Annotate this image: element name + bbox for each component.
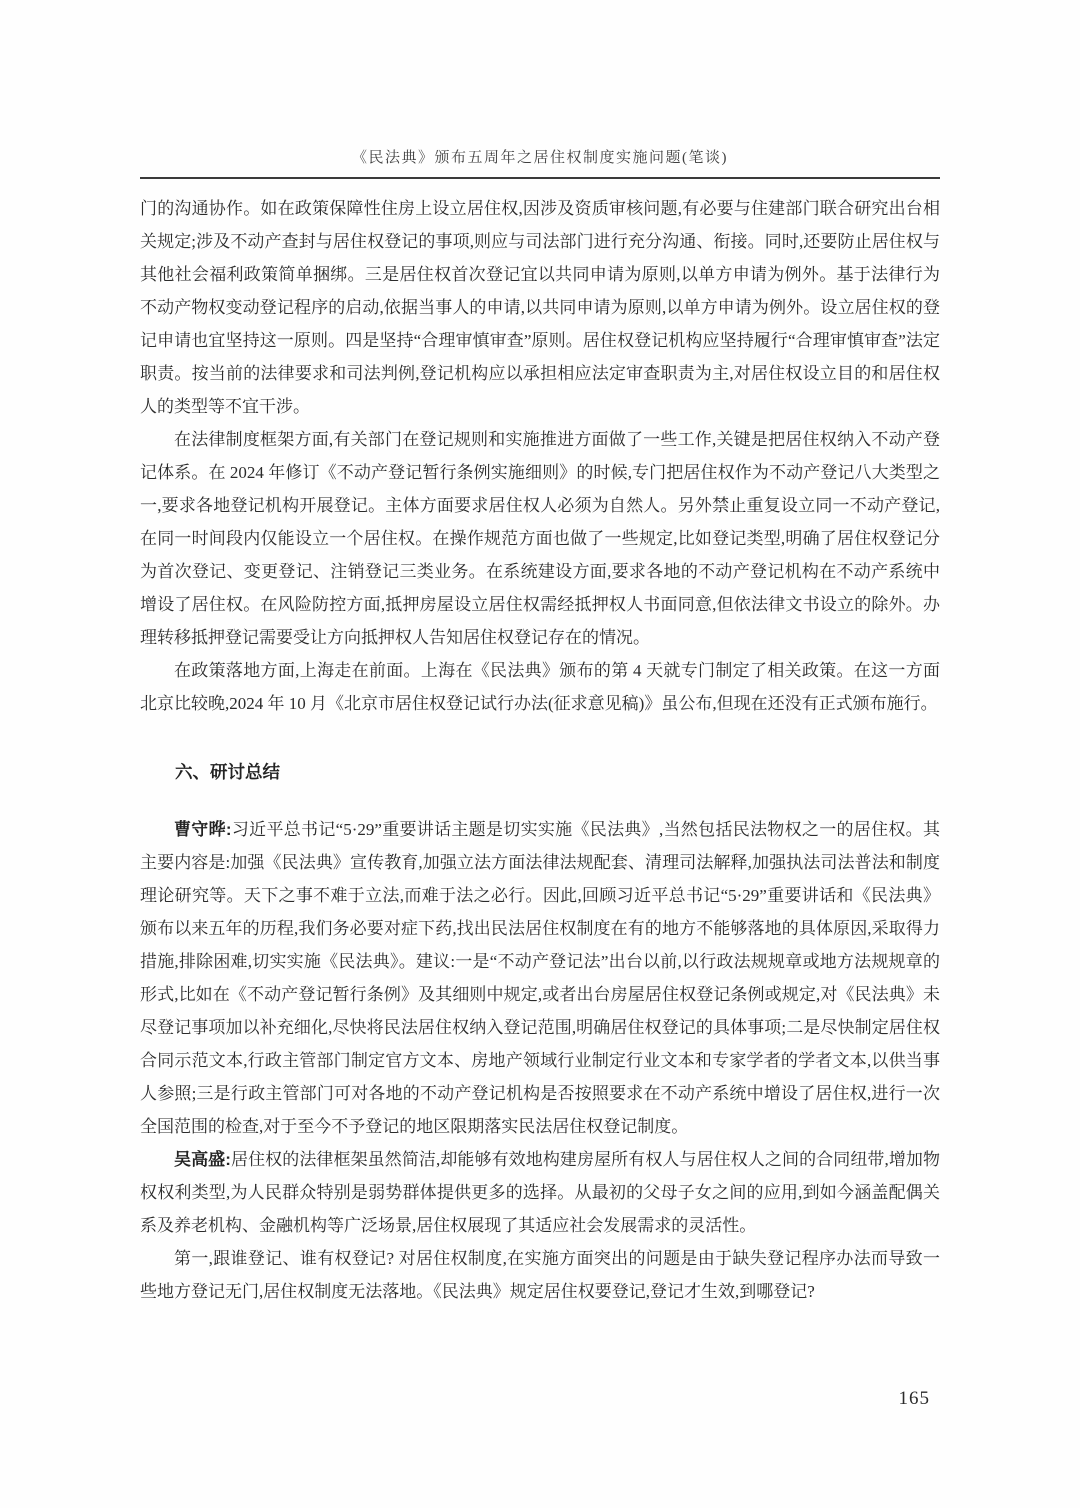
paragraph-speaker-wugaosheng bbox=[140, 1143, 940, 1242]
speaker-name-wugaosheng: 吴高盛: bbox=[174, 1150, 231, 1169]
page-content bbox=[140, 148, 940, 1308]
header-divider bbox=[140, 177, 940, 179]
paragraph-policy-implementation: 在政策落地方面,上海走在前面。上海在《民法典》颁布的第 4 天就专门制定了相关政策。在这一方面北京比较晚,2024 年 10 月《北京市居住权登记试行办法(征求意见稿)》虽公布,但现在还没有正式颁布施行。 bbox=[140, 661, 940, 713]
paragraph-text: 居住权的法律框架虽然简洁,却能够有效地构建房屋所有权人与居住权人之间的合同纽带,增加物权权利类型,为人民群众特别是弱势群体提供更多的选择。从最初的父母子女之间的应用,到如今涵盖配偶关系及养老机构、金融机构等广泛场景,居住权展现了其适应社会发展需求的灵活性。 bbox=[140, 1150, 940, 1235]
paragraph-legal-framework: 在法律制度框架方面,有关部门在登记规则和实施推进方面做了一些工作,关键是把居住权纳入不动产登记体系。在 2024 年修订《不动产登记暂行条例实施细则》的时候,专门把居住权作为不动产登记八大类型之一,要求各地登记机构开展登记。主体方面要求居住权人必须为自然人。另外禁止重复设立同一不动产登记,在同一时间段内仅能设立一个居住权。在操作规范方面也做了一些规定,比如登记类型,明确了居住权登记分为首次登记、变更登记、注销登记三类业务。在系统建设方面,要求各地的不动产登记机构在不动产系统中增设了居住权。在风险防控方面,抵押房屋设立居住权需经抵押权人书面同意,但依法律文书设立的除外。办理转移抵押登记需要受让方向抵押权人告知居住权登记存在的情况。 bbox=[140, 430, 940, 647]
section-heading: 六、研讨总结 bbox=[175, 762, 280, 782]
paragraph-text: 习近平总书记“5·29”重要讲话主题是切实实施《民法典》,当然包括民法物权之一的居住权。其主要内容是:加强《民法典》宣传教育,加强立法方面法律法规配套、清理司法解释,加强执法司法普法和制度理论研究等。天下之事不难于立法,而难于法之必行。因此,回顾习近平总书记“5·29”重要讲话和《民法典》颁布以来五年的历程,我们务必要对症下药,找出民法居住权制度在有的地方不能够落地的具体原因,采取得力措施,排除困难,切实实施《民法典》。建议:一是“不动产登记法”出台以前,以行政法规规章或地方法规规章的形式,比如在《不动产登记暂行条例》及其细则中规定,或者出台房屋居住权登记条例或规定,对《民法典》未尽登记事项加以补充细化,尽快将民法居住权纳入登记范围,明确居住权登记的具体事项;二是尽快制定居住权合同示范文本,行政主管部门制定官方文本、房地产领域行业制定行业文本和专家学者的学者文本,以供当事人参照;三是行政主管部门可对各地的不动产登记机构是否按照要求在不动产系统中增设了居住权,进行一次全国范围的检查,对于至今不予登记的地区限期落实民法居住权登记制度。 bbox=[140, 820, 940, 1136]
paragraph-continuation: 门的沟通协作。如在政策保障性住房上设立居住权,因涉及资质审核问题,有必要与住建部门联合研究出台相关规定;涉及不动产查封与居住权登记的事项,则应与司法部门进行充分沟通、衔接。同时,还要防止居住权与其他社会福利政策简单捆绑。三是居住权首次登记宜以共同申请为原则,以单方申请为例外。基于法律行为不动产物权变动登记程序的启动,依据当事人的申请,以共同申请为原则,以单方申请为例外。设立居住权的登记申请也宜坚持这一原则。四是坚持“合理审慎审查”原则。居住权登记机构应坚持履行“合理审慎审查”法定职责。按当前的法律要求和司法判例,登记机构应以承担相应法定审查职责为主,对居住权设立目的和居住权人的类型等不宜干涉。 bbox=[140, 199, 940, 416]
page-number: 165 bbox=[898, 1388, 930, 1409]
body-text bbox=[140, 192, 940, 1308]
running-header-title: 《民法典》颁布五周年之居住权制度实施问题(笔谈) bbox=[352, 150, 728, 166]
speaker-name-caoshouye: 曹守晔: bbox=[174, 820, 232, 839]
paragraph-first-question: 第一,跟谁登记、谁有权登记? 对居住权制度,在实施方面突出的问题是由于缺失登记程序办法而导致一些地方登记无门,居住权制度无法落地。《民法典》规定居住权要登记,登记才生效,到哪登记? bbox=[140, 1249, 940, 1301]
paragraph-speaker-caoshouye bbox=[140, 813, 940, 1143]
